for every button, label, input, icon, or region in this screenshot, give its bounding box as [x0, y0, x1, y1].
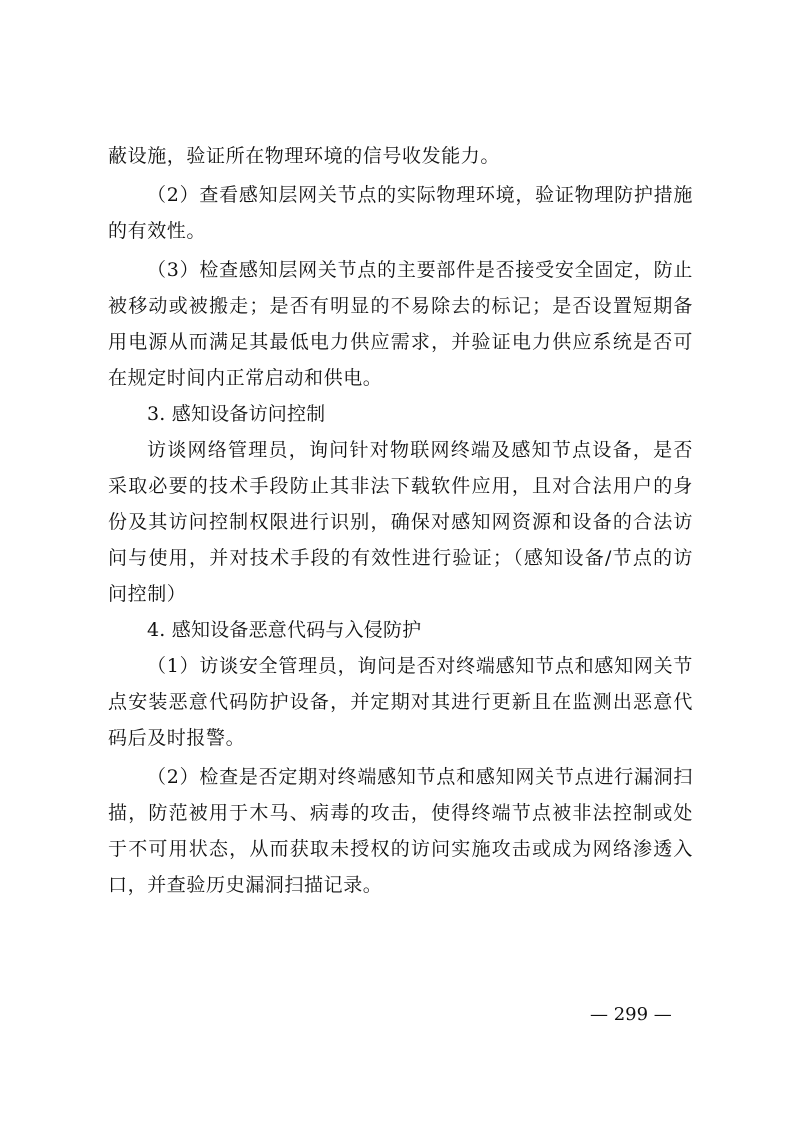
body-text	[108, 138, 693, 903]
paragraph-item-2-scan: （2）检查是否定期对终端感知节点和感知网关节点进行漏洞扫描，防范被用于木马、病毒的攻击，使得终端节点被非法控制或处于不可用状态，从而获取未授权的访问实施攻击或成为网络渗透入口，并查验历史漏洞扫描记录。	[108, 766, 693, 896]
page-number: — 299 —	[590, 1004, 672, 1025]
section-heading-4: 4. 感知设备恶意代码与入侵防护	[147, 619, 422, 641]
section-heading-3: 3. 感知设备访问控制	[147, 403, 326, 425]
paragraph-item-2: （2）查看感知层网关节点的实际物理环境，验证物理防护措施的有效性。	[108, 184, 693, 242]
paragraph-item-3: （3）检查感知层网关节点的主要部件是否接受安全固定，防止被移动或被搬走；是否有明显的不易除去的标记；是否设置短期备用电源从而满足其最低电力供应需求，并验证电力供应系统是否可在规定时间内正常启动和供电。	[108, 259, 693, 389]
paragraph-item-1: （1）访谈安全管理员，询问是否对终端感知节点和感知网关节点安装恶意代码防护设备，并定期对其进行更新且在监测出恶意代码后及时报警。	[108, 655, 693, 749]
paragraph-continuation: 蔽设施，验证所在物理环境的信号收发能力。	[108, 145, 501, 167]
paragraph-access-control: 访谈网络管理员，询问针对物联网终端及感知节点设备，是否采取必要的技术手段防止其非法下载软件应用，且对合法用户的身份及其访问控制权限进行识别，确保对感知网资源和设备的合法访问与使用，并对技术手段的有效性进行验证；（感知设备/节点的访问控制）	[108, 439, 693, 605]
